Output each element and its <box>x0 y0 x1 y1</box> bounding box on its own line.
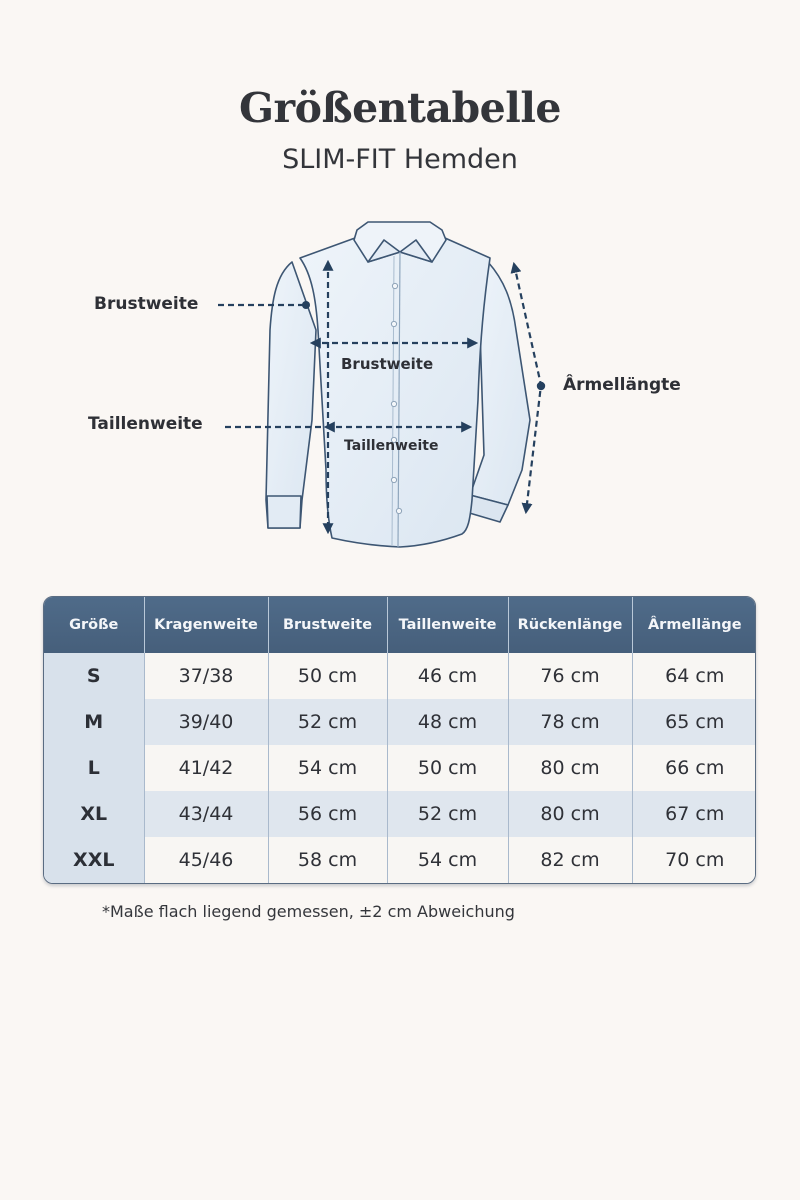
cell: 48 cm <box>387 699 508 745</box>
cell: 76 cm <box>508 653 632 699</box>
label-brustweite-outer: Brustweite <box>94 294 199 314</box>
size-table <box>43 596 756 884</box>
cell-size: M <box>44 699 144 745</box>
cell: 66 cm <box>632 745 756 791</box>
label-armellaenge-outer: Ârmellängte <box>563 375 681 395</box>
cell: 50 cm <box>268 653 387 699</box>
shirt-body <box>266 222 530 547</box>
cell-size: S <box>44 653 144 699</box>
col-header-groesse: Größe <box>44 597 144 653</box>
table-row <box>44 791 756 837</box>
cell: 52 cm <box>268 699 387 745</box>
cell: 65 cm <box>632 699 756 745</box>
cell: 67 cm <box>632 791 756 837</box>
cell: 78 cm <box>508 699 632 745</box>
arm-dot <box>537 382 545 390</box>
page-title: Größentabelle <box>238 84 561 132</box>
cell: 41/42 <box>144 745 268 791</box>
footnote: *Maße flach liegend gemessen, ±2 cm Abweichung <box>102 902 515 921</box>
col-header-rueckenlaenge: Rückenlänge <box>508 597 632 653</box>
table-row <box>44 745 756 791</box>
page-subtitle: SLIM-FIT Hemden <box>282 144 518 175</box>
cell: 56 cm <box>268 791 387 837</box>
cell: 52 cm <box>387 791 508 837</box>
cell: 80 cm <box>508 791 632 837</box>
cell: 64 cm <box>632 653 756 699</box>
cell: 46 cm <box>387 653 508 699</box>
cell: 70 cm <box>632 837 756 883</box>
col-header-brustweite: Brustweite <box>268 597 387 653</box>
col-header-armellaenge: Ârmellänge <box>632 597 756 653</box>
col-header-kragenweite: Kragenweite <box>144 597 268 653</box>
table-header-row <box>44 597 756 653</box>
cell: 54 cm <box>268 745 387 791</box>
cell: 45/46 <box>144 837 268 883</box>
cell: 80 cm <box>508 745 632 791</box>
col-header-taillenweite: Taillenweite <box>387 597 508 653</box>
label-taillenweite-inner: Taillenweite <box>344 438 439 454</box>
cell: 43/44 <box>144 791 268 837</box>
cell: 50 cm <box>387 745 508 791</box>
cell: 54 cm <box>387 837 508 883</box>
cell: 58 cm <box>268 837 387 883</box>
cell: 37/38 <box>144 653 268 699</box>
cell-size: XXL <box>44 837 144 883</box>
table-row <box>44 699 756 745</box>
table-row <box>44 653 756 699</box>
cell-size: L <box>44 745 144 791</box>
brust-dot <box>302 301 310 309</box>
cell: 39/40 <box>144 699 268 745</box>
label-taillenweite-outer: Taillenweite <box>88 414 203 434</box>
cell: 82 cm <box>508 837 632 883</box>
table-row <box>44 837 756 883</box>
label-brustweite-inner: Brustweite <box>341 355 434 373</box>
cell-size: XL <box>44 791 144 837</box>
